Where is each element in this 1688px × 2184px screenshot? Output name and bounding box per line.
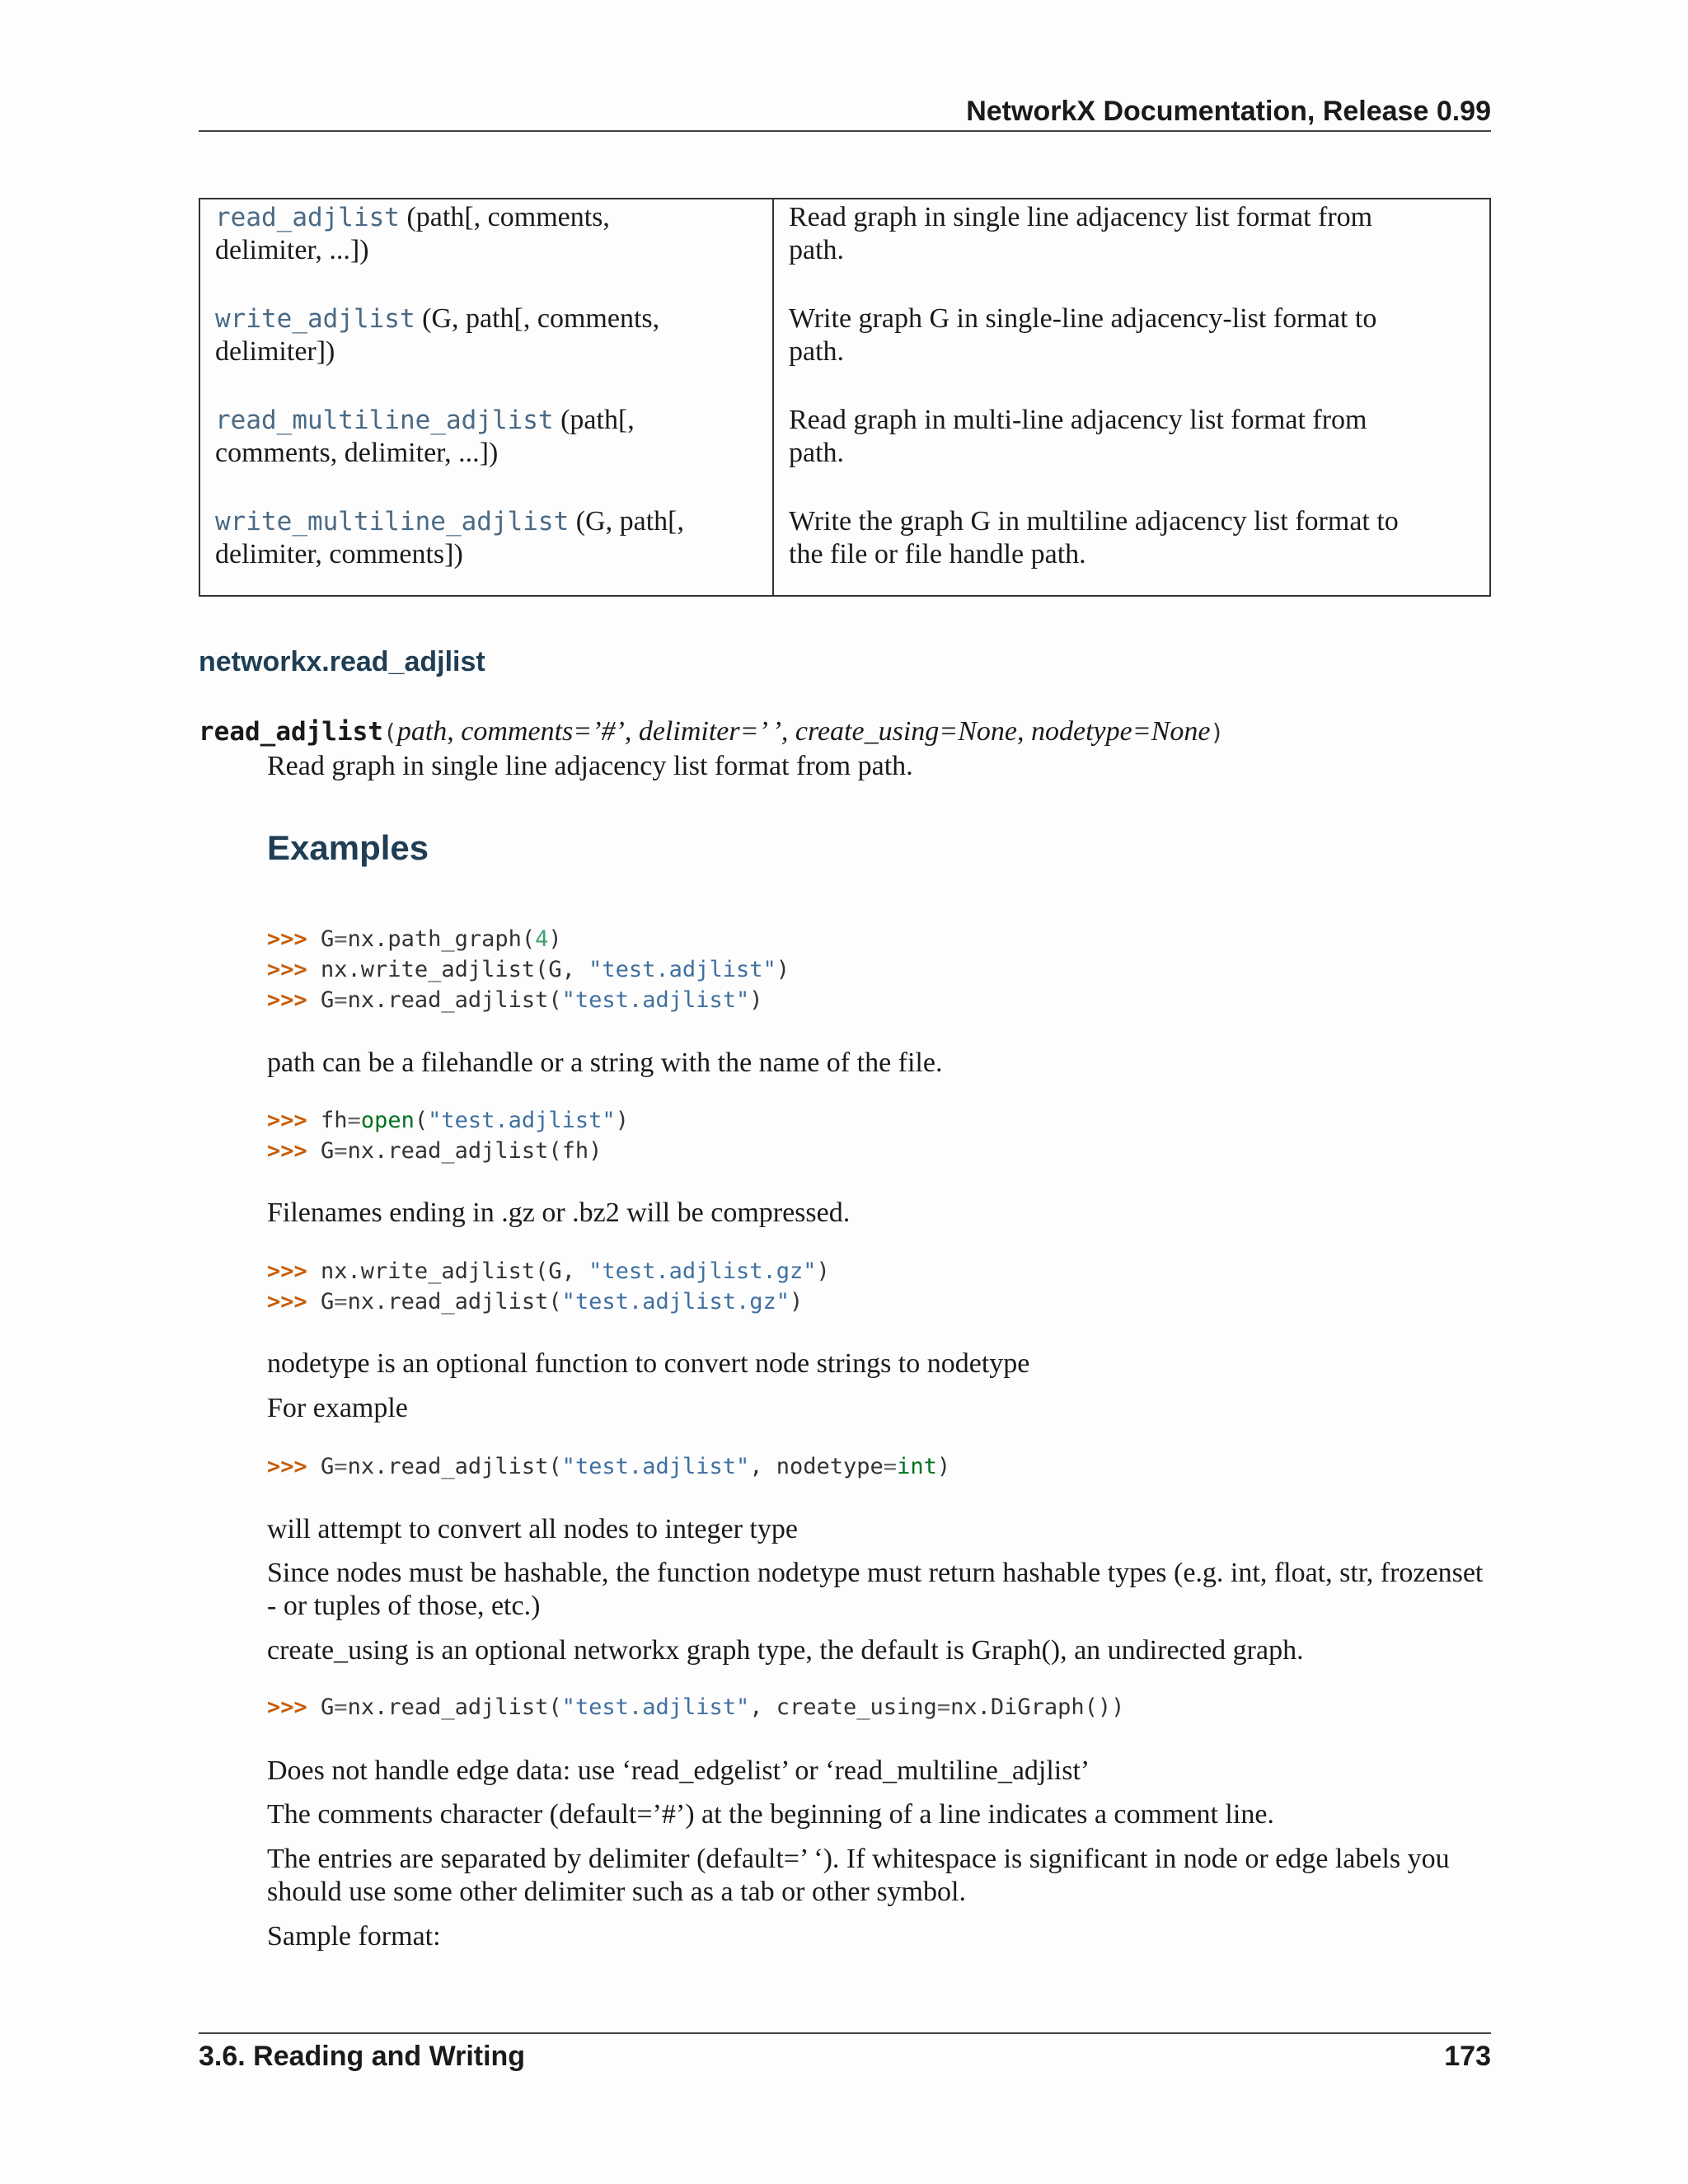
table-row <box>215 505 757 605</box>
description-text: Read graph in multi-line adjacency list format from <box>789 405 1367 435</box>
signature-text: delimiter, ...]) <box>215 235 369 265</box>
paragraph-text: create_using is an optional networkx graph type, the default is Graph(), an undirected graph. <box>267 1635 1304 1666</box>
description-text: path. <box>789 438 845 468</box>
paragraph <box>267 1798 1491 1831</box>
close-paren: ) <box>1210 719 1225 746</box>
paragraph <box>267 1920 1491 1953</box>
paragraph <box>267 1197 1491 1230</box>
prompt: >>> <box>267 1108 321 1133</box>
function-name: read_adjlist <box>199 717 383 747</box>
prompt: >>> <box>267 1454 321 1479</box>
function-link[interactable]: read_adjlist <box>215 203 400 232</box>
section-title: networkx.read_adjlist <box>199 646 485 677</box>
footer-section: 3.6. Reading and Writing <box>199 2041 526 2072</box>
page-header <box>199 92 1491 132</box>
paragraph-text: Since nodes must be hashable, the function nodetype must return hashable types (e.g. int, float, str, frozenset - or tuples of those, etc.) <box>267 1558 1484 1621</box>
prompt: >>> <box>267 1694 321 1720</box>
paragraph-text: Does not handle edge data: use ‘read_edgelist’ or ‘read_multiline_adjlist’ <box>267 1755 1090 1786</box>
paragraph-text: Sample format: <box>267 1921 441 1952</box>
function-signature <box>199 716 1224 748</box>
table-cell-description <box>789 302 1475 402</box>
prompt: >>> <box>267 1258 321 1284</box>
open-paren: ( <box>382 719 397 746</box>
description-text: path. <box>789 336 845 367</box>
function-summary <box>267 750 1491 783</box>
signature-text: (path[, comments, <box>399 202 610 232</box>
table-description-column <box>774 199 1489 595</box>
code-block: >>> fh=open("test.adjlist") >>> G=nx.read_adjlist(fh) <box>267 1108 629 1164</box>
paragraph-text: The entries are separated by delimiter (default=’ ‘). If whitespace is significant in node or edge labels you should use some other delimiter such as a tab or other symbol. <box>267 1844 1450 1907</box>
description-text: path. <box>789 235 845 265</box>
function-link[interactable]: write_adjlist <box>215 304 415 334</box>
signature-text: (G, path[, comments, <box>415 303 660 334</box>
paragraph <box>267 1392 1491 1425</box>
table-cell-description <box>789 404 1475 504</box>
prompt: >>> <box>267 1289 321 1315</box>
page-number: 173 <box>1444 2041 1491 2072</box>
description-text: Read graph in single line adjacency list format from <box>789 202 1373 232</box>
paragraph-text: path can be a filehandle or a string with the name of the file. <box>267 1047 943 1078</box>
paragraph <box>267 1634 1491 1667</box>
signature-text: delimiter, comments]) <box>215 539 463 569</box>
paragraph-text: The comments character (default=’#’) at the beginning of a line indicates a comment line. <box>267 1799 1274 1830</box>
table-row <box>215 404 757 504</box>
function-params: path, comments=’#’, delimiter=’ ’, create_using=None, nodetype=None <box>396 716 1211 747</box>
table-cell-description <box>789 505 1475 605</box>
paragraph-text: will attempt to convert all nodes to integer type <box>267 1514 798 1544</box>
paragraph <box>267 1513 1491 1546</box>
prompt: >>> <box>267 1138 321 1164</box>
function-link[interactable]: read_multiline_adjlist <box>215 405 554 435</box>
code-block: >>> nx.write_adjlist(G, "test.adjlist.gz") >>> G=nx.read_adjlist("test.adjlist.gz") <box>267 1258 830 1315</box>
paragraph <box>267 1047 1491 1080</box>
prompt: >>> <box>267 926 321 952</box>
paragraph <box>267 1755 1491 1788</box>
document-title: NetworkX Documentation, Release 0.99 <box>966 96 1491 127</box>
signature-text: (G, path[, <box>569 506 685 537</box>
signature-text: delimiter]) <box>215 336 335 367</box>
paragraph <box>267 1843 1491 1909</box>
table-cell-description <box>789 201 1475 301</box>
table-row <box>215 201 757 301</box>
page-footer <box>199 2032 1491 2073</box>
description-text: Write graph G in single-line adjacency-list format to <box>789 303 1377 334</box>
paragraph-text: Filenames ending in .gz or .bz2 will be compressed. <box>267 1197 851 1228</box>
description-text: the file or file handle path. <box>789 539 1086 569</box>
examples-heading: Examples <box>267 828 429 867</box>
function-link[interactable]: write_multiline_adjlist <box>215 507 570 537</box>
code-block: >>> G=nx.read_adjlist("test.adjlist", create_using=nx.DiGraph()) <box>267 1694 1125 1720</box>
paragraph-text: For example <box>267 1393 408 1423</box>
summary-text: Read graph in single line adjacency list format from path. <box>267 751 913 781</box>
paragraph <box>267 1347 1491 1380</box>
table-signature-column <box>200 199 774 595</box>
signature-text: (path[, <box>553 405 635 435</box>
table-row <box>215 302 757 402</box>
code-block: >>> G=nx.read_adjlist("test.adjlist", nodetype=int) <box>267 1454 951 1479</box>
paragraph-text: nodetype is an optional function to convert node strings to nodetype <box>267 1348 1030 1379</box>
signature-text: comments, delimiter, ...]) <box>215 438 499 468</box>
code-block: >>> G=nx.path_graph(4) >>> nx.write_adjlist(G, "test.adjlist") >>> G=nx.read_adjlist("test.adjlist") <box>267 926 790 1013</box>
description-text: Write the graph G in multiline adjacency list format to <box>789 506 1399 537</box>
paragraph <box>267 1557 1491 1623</box>
prompt: >>> <box>267 957 321 982</box>
prompt: >>> <box>267 987 321 1013</box>
function-summary-table <box>199 198 1491 597</box>
